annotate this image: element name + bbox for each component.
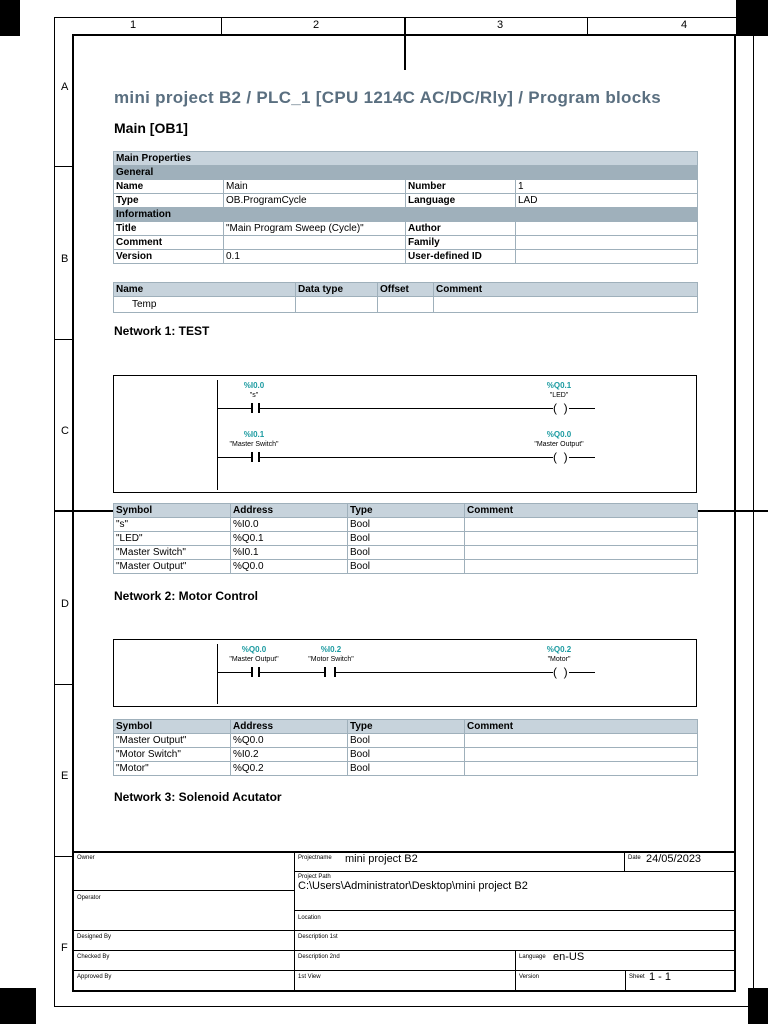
prop-value: [224, 236, 406, 250]
symbol-cell: "Master Output": [114, 560, 231, 574]
zone-divider: [54, 166, 72, 167]
coil-output: ( ): [553, 665, 568, 679]
zone-col-2: 2: [313, 19, 320, 31]
rung-wire: [336, 672, 553, 673]
type-cell: Bool: [348, 518, 465, 532]
prop-label: Family: [406, 236, 516, 250]
coil-output: ( ): [553, 450, 568, 464]
prop-value: 0.1: [224, 250, 406, 264]
prop-label: Author: [406, 222, 516, 236]
address-cell: %I0.2: [231, 748, 348, 762]
comment-cell: [465, 518, 698, 532]
symbol-cell: "LED": [114, 532, 231, 546]
zone-divider: [698, 510, 768, 512]
project-name: mini project B2: [345, 853, 418, 865]
coil-address: %Q0.1: [546, 381, 572, 390]
rung-wire: [218, 457, 251, 458]
zone-divider: [54, 856, 72, 857]
zone-row-f: F: [61, 942, 68, 954]
title-block-line: [72, 970, 736, 971]
rung-wire: [218, 672, 251, 673]
prop-value: "Main Program Sweep (Cycle)": [224, 222, 406, 236]
zone-row-a: A: [61, 81, 69, 93]
contact-no: [251, 452, 253, 462]
owner-label: Owner: [77, 855, 95, 861]
description-2-label: Description 2nd: [298, 954, 340, 960]
interface-row-temp: Temp: [114, 297, 296, 313]
rung-wire: [569, 457, 595, 458]
table-row: [114, 532, 698, 546]
rung-wire: [218, 408, 251, 409]
network-2-ladder: [113, 639, 697, 707]
date-value: 24/05/2023: [646, 853, 702, 865]
corner-mark-bl: [0, 988, 36, 1024]
version-label: Version: [519, 974, 540, 980]
address-cell: %Q0.0: [231, 734, 348, 748]
type-cell: Bool: [348, 734, 465, 748]
prop-value: LAD: [516, 194, 698, 208]
zone-col-1: 1: [130, 19, 137, 31]
zone-row-e: E: [61, 770, 69, 782]
operator-label: Operator: [77, 895, 101, 901]
title-block-line: [625, 970, 626, 992]
title-block-line: [72, 890, 294, 891]
prop-value: 1: [516, 180, 698, 194]
symbol-header: Type: [348, 504, 465, 518]
type-cell: Bool: [348, 546, 465, 560]
symbol-header: Comment: [465, 504, 698, 518]
designed-by-label: Designed By: [77, 934, 112, 940]
rung-wire: [569, 672, 595, 673]
rung-wire: [569, 408, 595, 409]
prop-label: Title: [114, 222, 224, 236]
zone-divider: [404, 17, 406, 70]
prop-value: [516, 250, 698, 264]
project-path: C:\Users\Administrator\Desktop\mini project B2: [298, 880, 528, 892]
rung-wire: [260, 672, 324, 673]
language-label: Language: [519, 954, 546, 960]
comment-cell: [465, 734, 698, 748]
title-block-line: [72, 950, 736, 951]
zone-divider: [587, 17, 588, 34]
comment-cell: [465, 748, 698, 762]
block-title: Main [OB1]: [114, 120, 188, 136]
network-3-title: Network 3: Solenoid Acutator: [114, 790, 282, 804]
coil-symbol: "LED": [549, 392, 569, 399]
rung-wire: [260, 457, 553, 458]
prop-label: Language: [406, 194, 516, 208]
address-cell: %I0.1: [231, 546, 348, 560]
symbol-header: Comment: [465, 720, 698, 734]
zone-row-c: C: [61, 425, 69, 437]
coil-symbol: "Motor": [547, 656, 571, 663]
table-row: [114, 748, 698, 762]
information-section: Information: [114, 208, 698, 222]
title-block-line: [294, 851, 295, 992]
contact-address: %Q0.0: [241, 645, 267, 654]
approved-by-label: Approved By: [77, 974, 112, 980]
symbol-header: Symbol: [114, 504, 231, 518]
rung-wire: [260, 408, 553, 409]
coil-address: %Q0.2: [546, 645, 572, 654]
address-cell: %I0.0: [231, 518, 348, 532]
symbol-header: Symbol: [114, 720, 231, 734]
network-1-ladder: [113, 375, 697, 493]
language-value: en-US: [553, 951, 585, 963]
prop-label: Version: [114, 250, 224, 264]
properties-table: [113, 151, 698, 264]
title-block-line: [294, 871, 736, 872]
sheet-label: Sheet: [629, 974, 645, 980]
prop-value: [516, 236, 698, 250]
prop-value: Main: [224, 180, 406, 194]
properties-caption: Main Properties: [114, 152, 698, 166]
zone-divider: [221, 17, 222, 34]
coil-symbol: "Master Output": [534, 441, 584, 448]
network-2-title: Network 2: Motor Control: [114, 589, 258, 603]
title-block-line: [294, 910, 736, 911]
prop-value: [516, 222, 698, 236]
contact-address: %I0.1: [243, 430, 265, 439]
symbol-cell: "Master Output": [114, 734, 231, 748]
page-title: mini project B2 / PLC_1 [CPU 1214C AC/DC/Rly] / Program blocks: [114, 88, 661, 107]
type-cell: Bool: [348, 762, 465, 776]
contact-no: [251, 667, 253, 677]
comment-cell: [465, 532, 698, 546]
symbol-header: Address: [231, 720, 348, 734]
prop-label: Name: [114, 180, 224, 194]
symbol-header: Address: [231, 504, 348, 518]
interface-header: Data type: [296, 283, 378, 297]
title-block-line: [624, 851, 625, 871]
contact-symbol: "Master Output": [229, 656, 279, 663]
type-cell: Bool: [348, 560, 465, 574]
network-1-title: Network 1: TEST: [114, 324, 210, 338]
prop-label: Number: [406, 180, 516, 194]
contact-symbol: "Motor Switch": [308, 656, 354, 663]
symbol-cell: "s": [114, 518, 231, 532]
contact-address: %I0.0: [243, 381, 265, 390]
contact-no: [324, 667, 326, 677]
comment-cell: [465, 560, 698, 574]
contact-symbol: "s": [249, 392, 259, 399]
table-row: [114, 546, 698, 560]
description-1-label: Description 1st: [298, 934, 338, 940]
zone-col-3: 3: [497, 19, 504, 31]
address-cell: %Q0.2: [231, 762, 348, 776]
contact-no: [251, 403, 253, 413]
interface-header: Comment: [434, 283, 698, 297]
project-name-label: Projectname: [298, 855, 332, 861]
first-view-label: 1st View: [298, 974, 321, 980]
interface-header: Offset: [378, 283, 434, 297]
zone-divider: [54, 684, 72, 685]
location-label: Location: [298, 915, 321, 921]
table-row: [114, 560, 698, 574]
sheet-value: 1 - 1: [649, 971, 672, 983]
general-section: General: [114, 166, 698, 180]
comment-cell: [465, 546, 698, 560]
interface-table: [113, 282, 698, 313]
table-row: [114, 734, 698, 748]
type-cell: Bool: [348, 532, 465, 546]
coil-address: %Q0.0: [546, 430, 572, 439]
symbol-header: Type: [348, 720, 465, 734]
interface-header: Name: [114, 283, 296, 297]
symbol-cell: "Motor Switch": [114, 748, 231, 762]
corner-mark-tl: [0, 0, 20, 36]
symbol-cell: "Motor": [114, 762, 231, 776]
type-cell: Bool: [348, 748, 465, 762]
date-label: Date: [628, 855, 641, 861]
title-block-line: [72, 930, 736, 931]
prop-label: User-defined ID: [406, 250, 516, 264]
comment-cell: [465, 762, 698, 776]
zone-divider: [54, 339, 72, 340]
table-row: [114, 762, 698, 776]
network-2-symbol-table: [113, 719, 698, 776]
checked-by-label: Checked By: [77, 954, 110, 960]
prop-label: Comment: [114, 236, 224, 250]
project-path-label: Project Path: [298, 874, 331, 880]
coil-output: ( ): [553, 401, 568, 415]
symbol-cell: "Master Switch": [114, 546, 231, 560]
contact-address: %I0.2: [320, 645, 342, 654]
zone-row-b: B: [61, 253, 69, 265]
zone-divider: [54, 510, 114, 512]
network-1-symbol-table: [113, 503, 698, 574]
zone-row-d: D: [61, 598, 69, 610]
prop-label: Type: [114, 194, 224, 208]
title-block-line: [515, 950, 516, 992]
zone-col-4: 4: [681, 19, 688, 31]
address-cell: %Q0.1: [231, 532, 348, 546]
contact-symbol: "Master Switch": [229, 441, 279, 448]
prop-value: OB.ProgramCycle: [224, 194, 406, 208]
address-cell: %Q0.0: [231, 560, 348, 574]
table-row: [114, 518, 698, 532]
